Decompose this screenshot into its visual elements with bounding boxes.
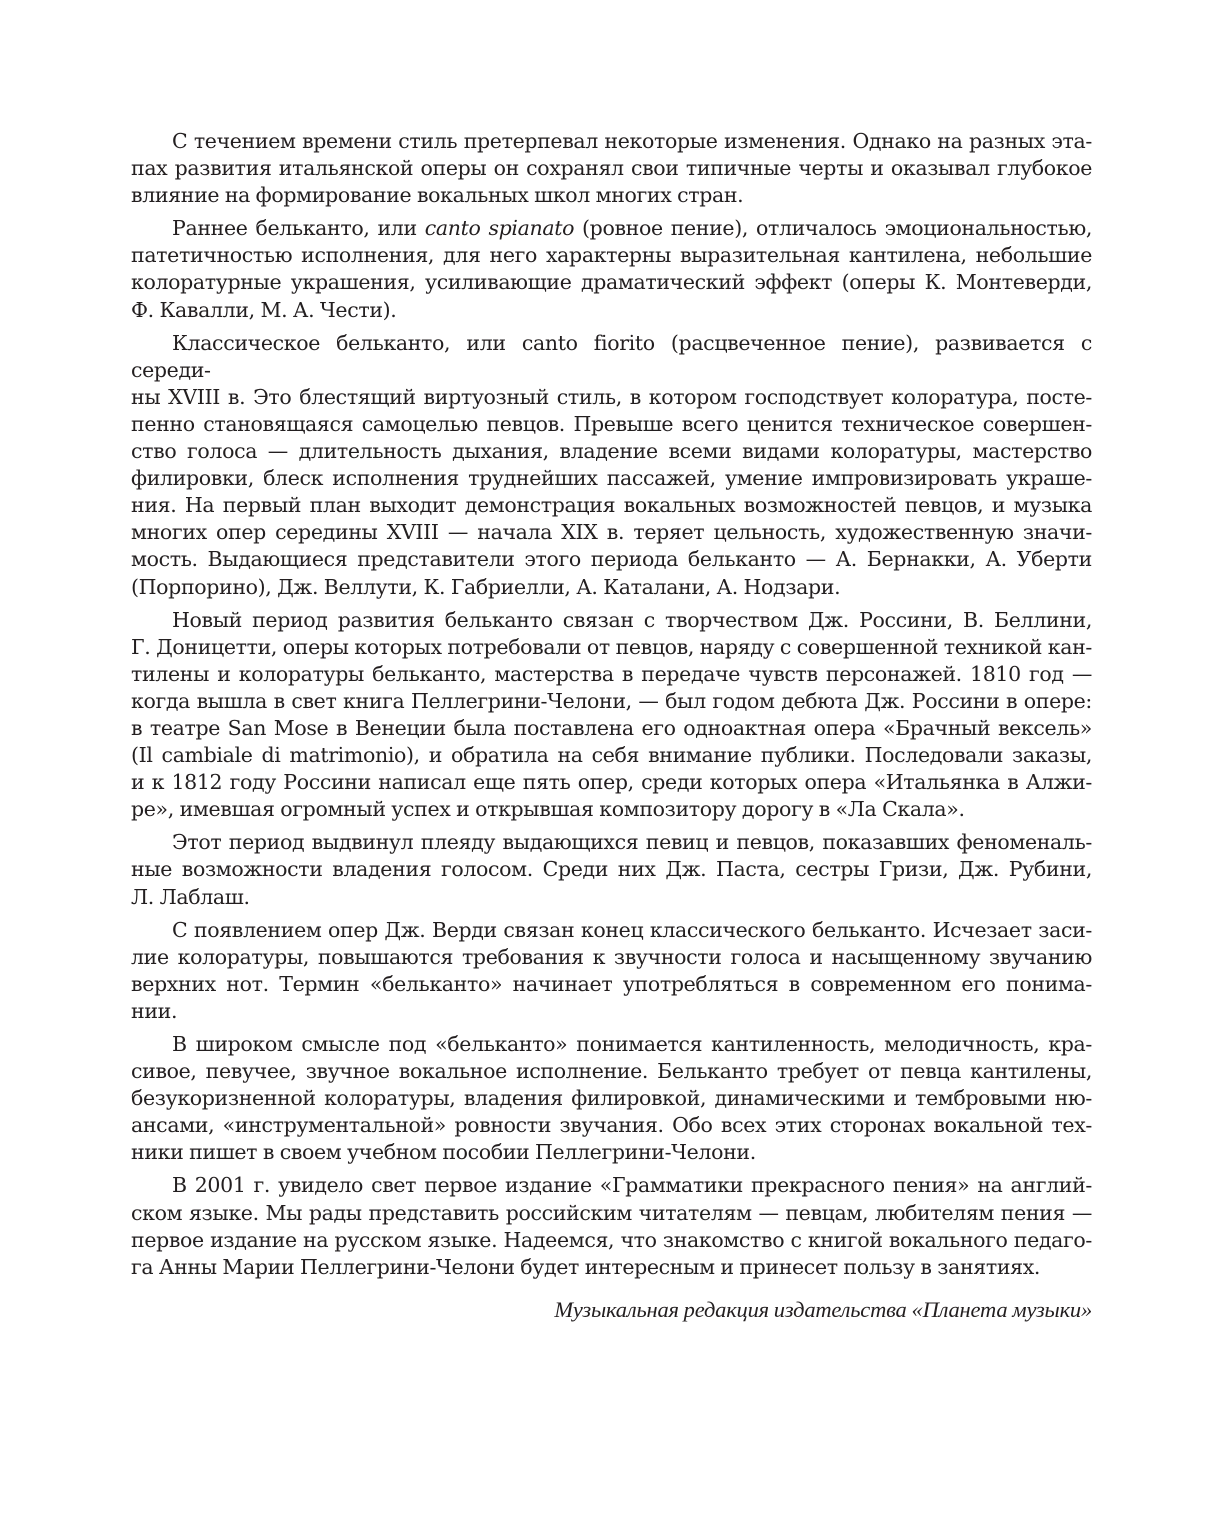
paragraph-1 <box>131 128 1092 209</box>
text-line: В 2001 г. увидело свет первое издание «Грамматики прекрасного пения» на англий- <box>172 1173 1092 1198</box>
text-line: сивое, певучее, звучное вокальное исполнение. Бельканто требует от певца кантилены, <box>131 1059 1092 1084</box>
text-line: ные возможности владения голосом. Среди них Дж. Паста, сестры Гризи, Дж. Рубини, <box>131 857 1092 882</box>
text-line: первое издание на русском языке. Надеемся, что знакомство с книгой вокального педаго- <box>131 1227 1092 1252</box>
text-line: тилены и колоратуры бельканто, мастерства в передаче чувств персонажей. 1810 год — <box>131 661 1092 686</box>
text-line: (Il cambiale di matrimonio), и обратила на себя внимание публики. Последовали заказы, <box>131 743 1092 768</box>
paragraph-2 <box>131 215 1092 323</box>
text-run: (ровное пение), отличалось эмоциональностью, <box>574 216 1093 241</box>
text-line: ны XVIII в. Это блестящий виртуозный стиль, в котором господствует колоратура, посте- <box>131 384 1092 409</box>
text-line: ском языке. Мы рады представить российским читателям — певцам, любителям пения — <box>131 1200 1092 1225</box>
signature: Музыкальная редакция издательства «Планета музыки» <box>554 1296 1092 1322</box>
text-line <box>131 215 1092 242</box>
text-line: ство голоса — длительность дыхания, владение всеми видами колоратуры, мастерство <box>131 439 1092 464</box>
paragraph-4 <box>131 607 1092 824</box>
text-line: (Порпорино), Дж. Веллути, К. Габриелли, А. Каталани, А. Нодзари. <box>131 574 841 599</box>
document-page <box>131 128 1092 1325</box>
text-line: патетичностью исполнения, для него характерны выразительная кантилена, небольшие <box>131 243 1092 268</box>
paragraph-7 <box>131 1031 1092 1166</box>
text-line: С появлением опер Дж. Верди связан конец классического бельканто. Исчезает заси- <box>172 917 1092 942</box>
text-line: верхних нот. Термин «бельканто» начинает употребляться в современном его понима- <box>131 971 1092 996</box>
text-line: В широком смысле под «бельканто» понимается кантиленность, мелодичность, кра- <box>172 1032 1092 1056</box>
text-line: Ф. Кавалли, М. А. Чести). <box>131 297 397 322</box>
text-line: колоратурные украшения, усиливающие драматический эффект (оперы К. Монтеверди, <box>131 270 1092 295</box>
text-line: в театре San Mose в Венеции была поставлена его одноактная опера «Брачный вексель» <box>131 715 1092 740</box>
text-line: мость. Выдающиеся представители этого периода бельканто — А. Бернакки, А. Уберти <box>131 547 1092 572</box>
text-line: влияние на формирование вокальных школ многих стран. <box>131 183 744 208</box>
text-line: когда вышла в свет книга Пеллегрини-Челони, — был годом дебюта Дж. Россини в опере: <box>131 688 1092 713</box>
text-line: С течением времени стиль претерпевал некоторые изменения. Однако на разных эта- <box>172 129 1092 153</box>
text-line: пенно становящаяся самоцелью певцов. Превыше всего ценится техническое совершен- <box>131 411 1092 436</box>
paragraph-5 <box>131 829 1092 910</box>
italic-term: canto spianato <box>424 216 575 241</box>
text-line: многих опер середины XVIII — начала XIX в. теряет цельность, художественную значи- <box>131 520 1092 545</box>
text-line: лие колоратуры, повышаются требования к звучности голоса и насыщенному звучанию <box>131 944 1092 969</box>
text-line: пах развития итальянской оперы он сохранял свои типичные черты и оказывал глубокое <box>131 156 1092 181</box>
paragraph-3 <box>131 330 1092 601</box>
text-line: ния. На первый план выходит демонстрация вокальных возможностей певцов, и музыка <box>131 493 1092 518</box>
paragraph-8 <box>131 1172 1092 1280</box>
text-line: ники пишет в своем учебном пособии Пеллегрини-Челони. <box>131 1140 756 1165</box>
text-line: ансами, «инструментальной» ровности звучания. Обо всех этих сторонах вокальной тех- <box>131 1113 1092 1138</box>
text-line: га Анны Марии Пеллегрини-Челони будет интересным и принесет пользу в занятиях. <box>131 1254 1041 1279</box>
paragraph-6 <box>131 917 1092 1025</box>
text-line: Г. Доницетти, оперы которых потребовали от певцов, наряду с совершенной техникой кан- <box>131 634 1092 659</box>
text-run: Раннее бельканто, или <box>172 216 425 241</box>
text-line: Классическое бельканто, или canto fiorito (расцвеченное пение), развивается с середи- <box>131 330 1092 382</box>
text-line: филировки, блеск исполнения труднейших пассажей, умение импровизировать украше- <box>131 466 1092 491</box>
text-line: Новый период развития бельканто связан с творчеством Дж. Россини, В. Беллини, <box>172 607 1092 632</box>
text-line: Этот период выдвинул плеяду выдающихся певиц и певцов, показавших феноменаль- <box>172 830 1092 855</box>
text-line: и к 1812 году Россини написал еще пять опер, среди которых опера «Итальянка в Алжи- <box>131 770 1092 795</box>
text-line: Л. Лаблаш. <box>131 884 250 909</box>
text-line: безукоризненной колоратуры, владения филировкой, динамическими и тембровыми ню- <box>131 1086 1092 1111</box>
text-line: ре», имевшая огромный успех и открывшая композитору дорогу в «Ла Скала». <box>131 797 965 822</box>
text-line: нии. <box>131 998 178 1023</box>
